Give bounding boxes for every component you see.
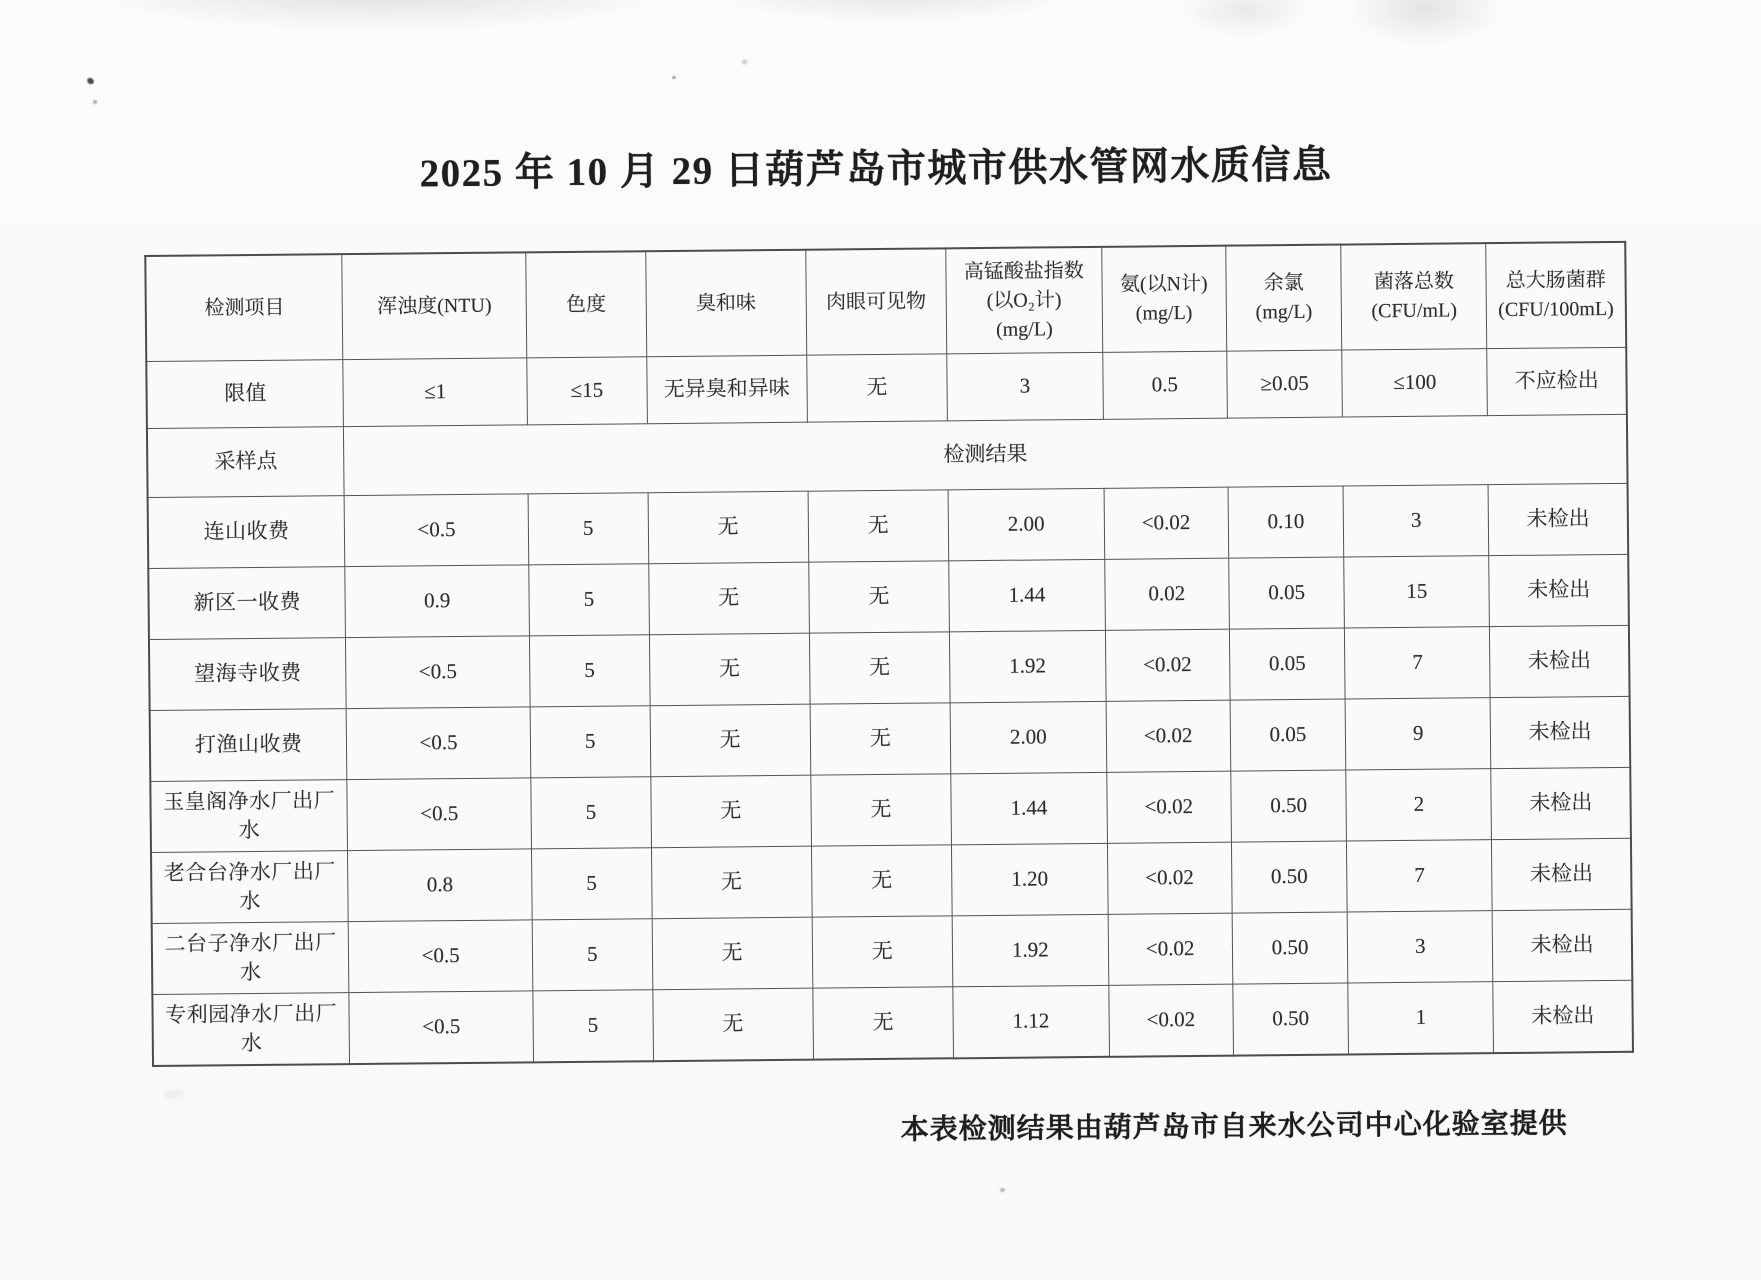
value-cell: 5: [530, 706, 651, 778]
value-cell: 7: [1345, 627, 1491, 699]
header-cell-colony: 菌落总数 (CFU/mL): [1341, 243, 1487, 350]
limit-value-cell: ≤15: [527, 357, 648, 425]
site-name-cell: 玉皇阁净水厂出厂水: [150, 780, 348, 853]
value-cell: 1: [1348, 982, 1494, 1055]
value-cell: 无: [812, 916, 953, 988]
limit-value-cell: ≤100: [1342, 349, 1488, 417]
site-name-cell: 打渔山收费: [150, 709, 348, 782]
value-cell: 0.9: [345, 565, 529, 638]
value-cell: 未检出: [1492, 909, 1632, 981]
value-cell: 无: [811, 845, 952, 917]
value-cell: 无: [651, 846, 812, 919]
value-cell: 5: [532, 919, 653, 991]
header-cell-chlorine: 余氯 (mg/L): [1226, 245, 1342, 352]
limit-value-cell: 无异臭和异味: [646, 355, 806, 424]
value-cell: 未检出: [1491, 767, 1631, 839]
value-cell: 0.05: [1229, 628, 1345, 700]
value-cell: 无: [649, 633, 810, 706]
value-cell: <0.5: [349, 991, 533, 1064]
value-cell: 2.00: [948, 488, 1104, 560]
limit-value-cell: 不应检出: [1487, 347, 1627, 415]
value-cell: 0.05: [1230, 699, 1346, 771]
site-name-cell: 望海寺收费: [149, 638, 347, 711]
value-cell: 未检出: [1493, 980, 1633, 1053]
value-cell: 0.8: [348, 849, 532, 922]
site-name-cell: 老合台净水厂出厂水: [151, 851, 349, 924]
value-cell: <0.02: [1107, 842, 1232, 914]
sampling-point-label: 采样点: [147, 427, 344, 498]
water-quality-table: [144, 241, 1634, 1067]
value-cell: 1.12: [953, 985, 1109, 1058]
value-cell: 5: [531, 848, 652, 920]
table-header-row: [145, 242, 1626, 362]
value-cell: 未检出: [1489, 554, 1629, 626]
value-cell: 7: [1347, 840, 1493, 912]
value-cell: 0.50: [1232, 912, 1348, 984]
header-cell-coliform: 总大肠菌群 (CFU/100mL): [1486, 242, 1626, 349]
site-name-cell: 专利园净水厂出厂水: [152, 993, 350, 1066]
value-cell: 5: [528, 493, 649, 565]
site-name-cell: 连山收费: [148, 496, 346, 569]
value-cell: 1.44: [951, 772, 1107, 844]
value-cell: 5: [529, 564, 650, 636]
value-cell: 无: [808, 561, 949, 633]
value-cell: 9: [1345, 698, 1491, 770]
value-cell: 5: [531, 777, 652, 849]
value-cell: 1.20: [952, 843, 1108, 915]
value-cell: <0.5: [347, 778, 531, 851]
header-cell-item: 检测项目: [145, 254, 343, 361]
value-cell: <0.5: [344, 494, 528, 567]
value-cell: 0.50: [1233, 983, 1349, 1056]
value-cell: 1.92: [952, 914, 1108, 986]
limit-value-cell: ≥0.05: [1227, 350, 1343, 418]
value-cell: <0.5: [346, 707, 530, 780]
value-cell: 2.00: [950, 701, 1106, 773]
header-cell-permanganate: 高锰酸盐指数 (以O₂计) (mg/L): [946, 247, 1102, 354]
value-cell: 未检出: [1490, 625, 1630, 697]
value-cell: 无: [810, 703, 951, 775]
header-cell-visible: 肉眼可见物: [805, 248, 947, 355]
value-cell: 无: [650, 704, 811, 777]
value-cell: 无: [810, 774, 951, 846]
value-cell: <0.02: [1106, 771, 1231, 843]
value-cell: 无: [648, 491, 809, 564]
value-cell: 无: [652, 917, 813, 990]
value-cell: 无: [812, 987, 953, 1060]
value-cell: 无: [648, 562, 809, 635]
value-cell: <0.02: [1105, 629, 1230, 701]
limit-value-cell: 3: [947, 352, 1103, 420]
value-cell: 3: [1343, 485, 1489, 557]
header-cell-turbidity: 浑浊度(NTU): [342, 252, 527, 359]
header-cell-odor: 臭和味: [645, 250, 806, 357]
value-cell: 无: [808, 490, 949, 562]
value-cell: 无: [653, 988, 814, 1061]
value-cell: 未检出: [1490, 696, 1630, 768]
page-title: 2025 年 10 月 29 日葫芦岛市城市供水管网水质信息: [419, 143, 1333, 196]
value-cell: <0.5: [349, 920, 533, 993]
value-cell: <0.02: [1108, 913, 1233, 985]
limit-value-cell: 0.5: [1102, 351, 1227, 419]
value-cell: <0.5: [346, 636, 530, 709]
site-name-cell: 二台子净水厂出厂水: [152, 922, 350, 995]
value-cell: 1.92: [950, 630, 1106, 702]
value-cell: 无: [651, 775, 812, 848]
header-cell-ammonia: 氨(以N计) (mg/L): [1101, 246, 1226, 353]
limit-value-cell: 无: [806, 354, 947, 422]
value-cell: 0.50: [1231, 770, 1347, 842]
footer-note: 本表检测结果由葫芦岛市自来水公司中心化验室提供: [900, 1108, 1568, 1146]
limit-row-label: 限值: [146, 360, 343, 429]
value-cell: 未检出: [1488, 483, 1628, 555]
value-cell: <0.02: [1106, 700, 1231, 772]
table-row: [152, 980, 1633, 1066]
value-cell: 5: [529, 635, 650, 707]
value-cell: 15: [1344, 556, 1490, 628]
value-cell: 0.05: [1229, 557, 1345, 629]
limit-value-cell: ≤1: [343, 358, 527, 427]
value-cell: 0.02: [1104, 558, 1229, 630]
value-cell: <0.02: [1108, 984, 1233, 1057]
value-cell: 2: [1346, 769, 1492, 841]
value-cell: <0.02: [1104, 487, 1229, 559]
header-cell-color: 色度: [526, 251, 647, 358]
value-cell: 无: [809, 632, 950, 704]
value-cell: 1.44: [949, 559, 1105, 631]
value-cell: 3: [1347, 911, 1493, 983]
value-cell: 0.50: [1231, 841, 1347, 913]
value-cell: 0.10: [1228, 486, 1344, 558]
scan-artifact: [1000, 1188, 1005, 1192]
value-cell: 5: [533, 990, 654, 1063]
test-result-span-cell: 检测结果: [344, 414, 1628, 495]
site-name-cell: 新区一收费: [148, 567, 346, 640]
value-cell: 未检出: [1492, 838, 1632, 910]
